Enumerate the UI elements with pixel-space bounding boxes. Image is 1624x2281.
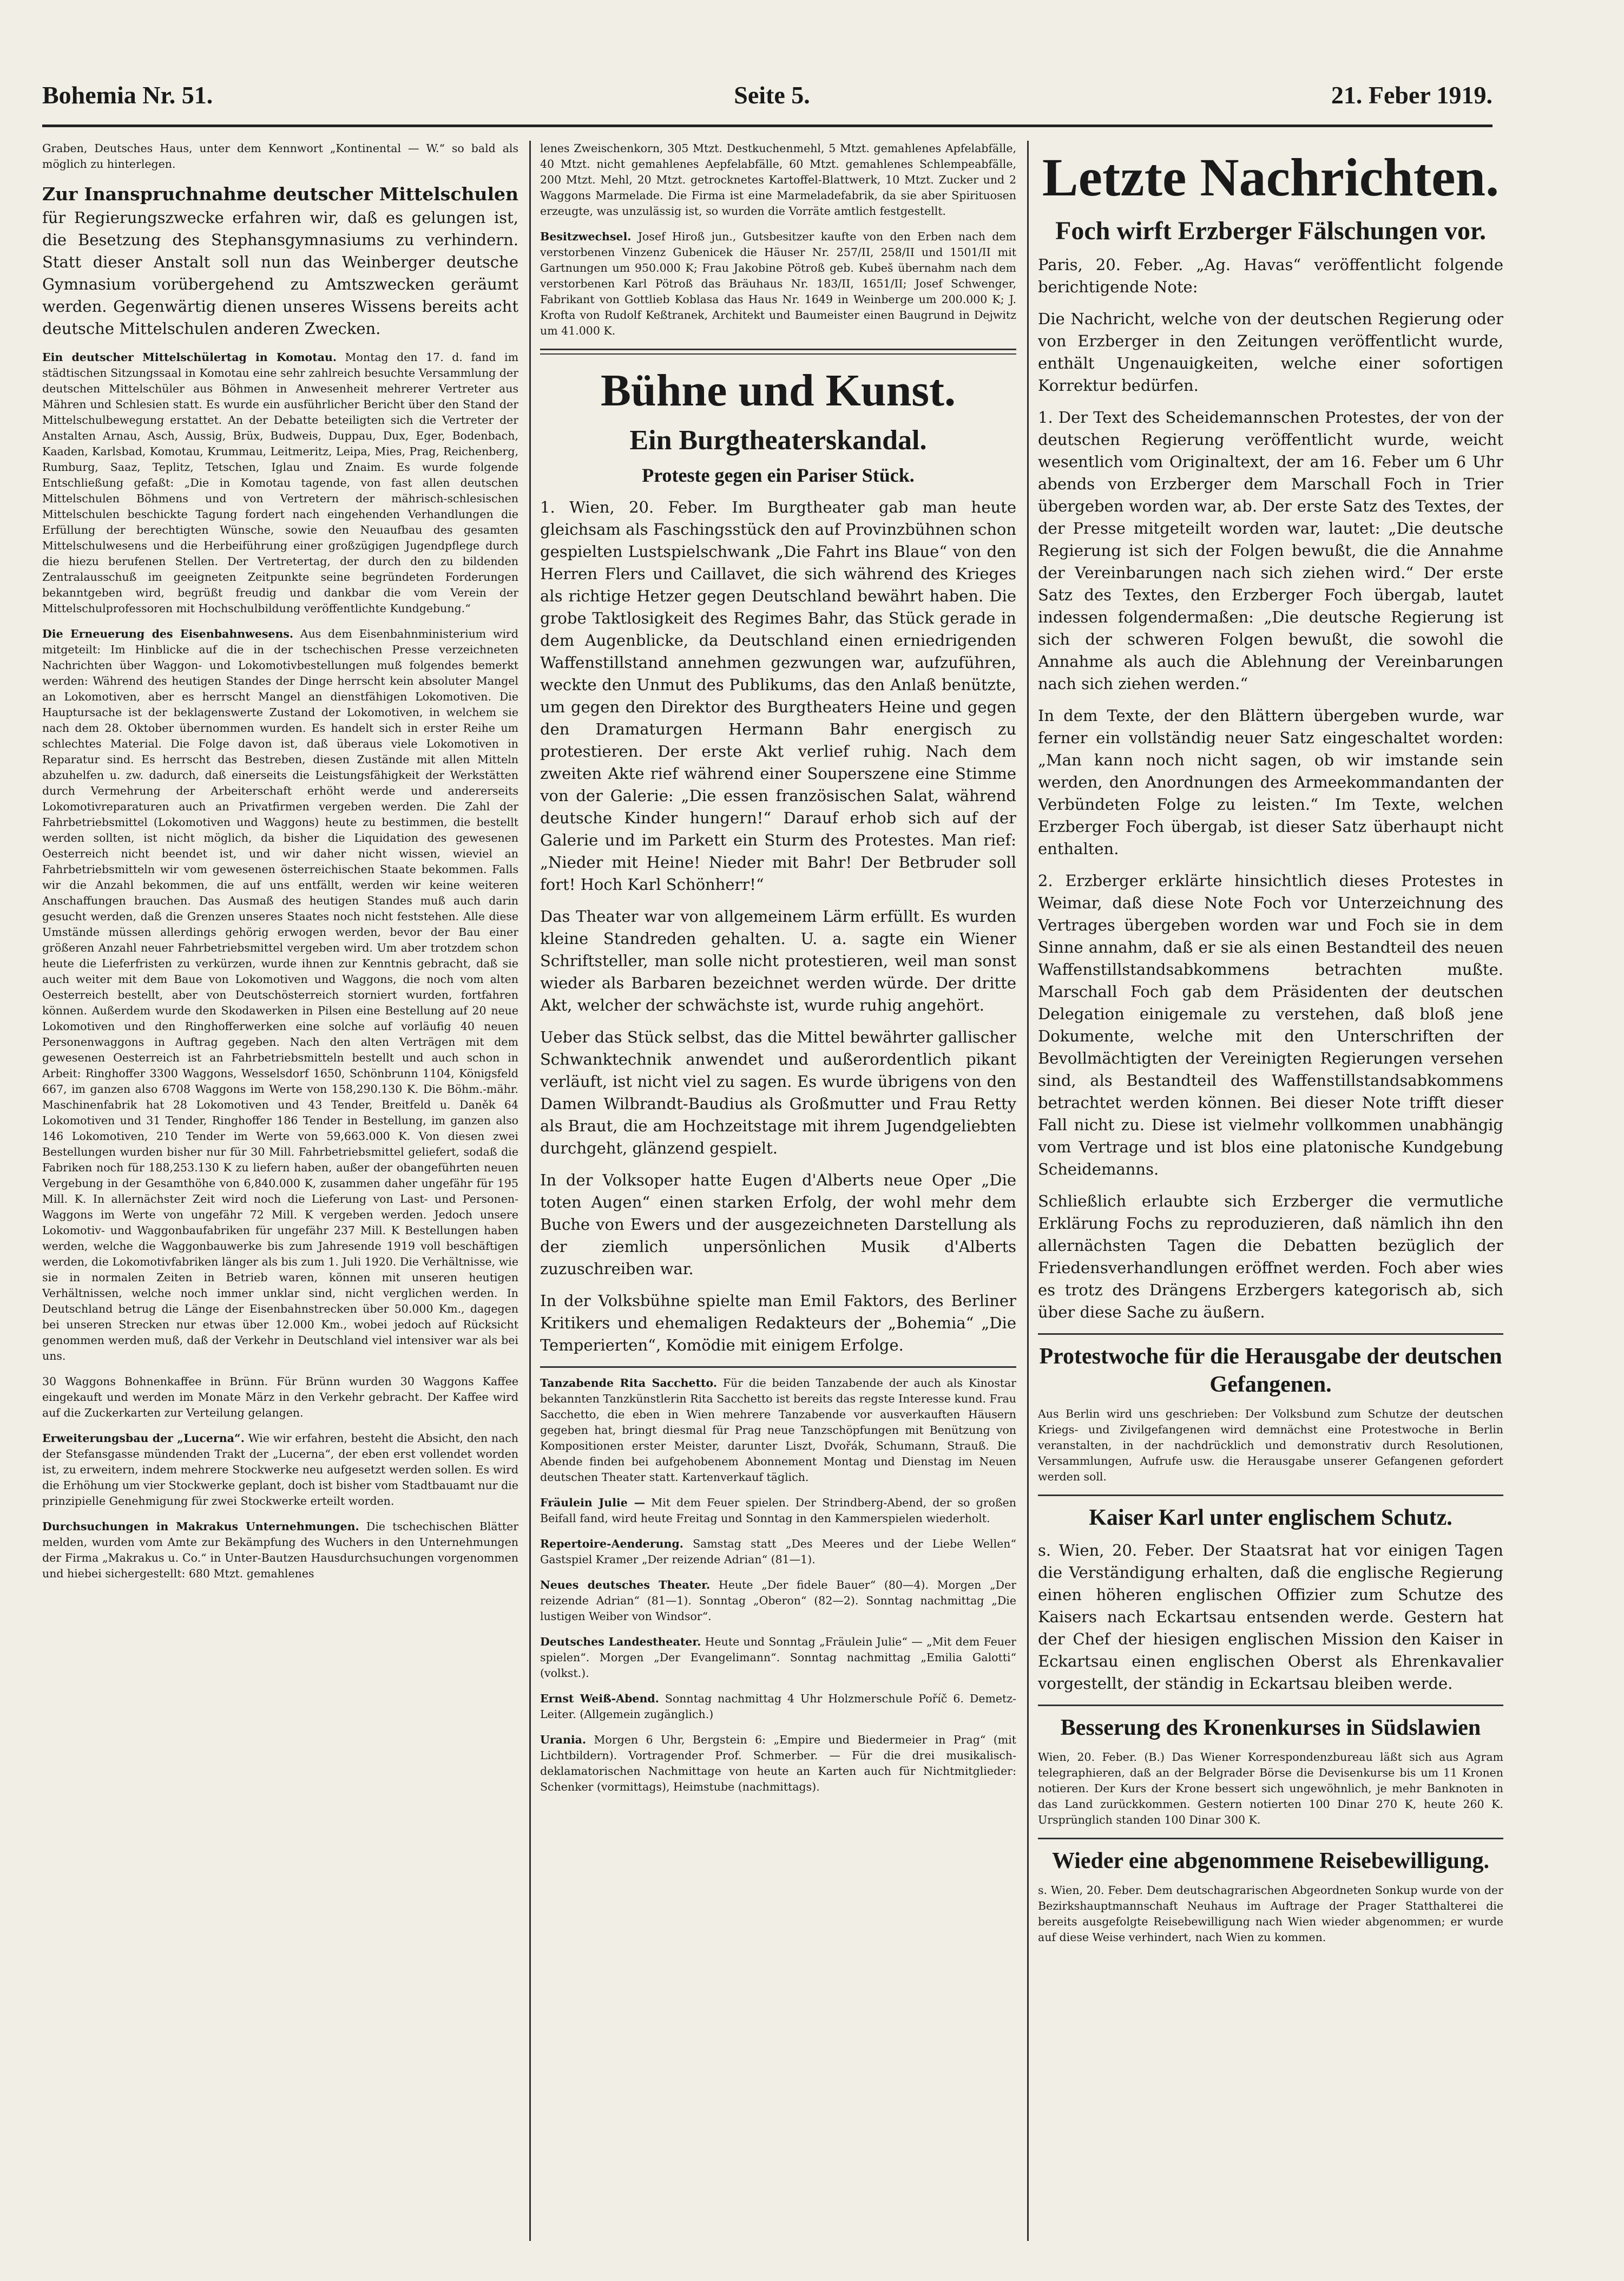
article-besitzwechsel — [540, 229, 1016, 339]
article-text: Montag den 17. d. fand im städtischen Sitzungssaal in Komotau eine sehr zahlreich besuchte Versammlung der deutschen Mittelschüler aus Böhmen in Anwesenheit mehrerer Vertreter aus Mähren und Schlesien statt. Es wurde ein ausführlicher Bericht über den Stand der Mittelschulbewegung erstattet. An der Debatte beteiligten sich die Vertreter der Anstalten Arnau, Asch, Aussig, Brüx, Budweis, Duppau, Dux, Eger, Bodenbach, Kaaden, Karlsbad, Komotau, Krummau, Leitmeritz, Leipa, Mies, Prag, Reichenberg, Rumburg, Saaz, Teplitz, Tetschen, Iglau und Znaim. Es wurde folgende Entschließung gefaßt: „Die in Komotau tagende, von fast allen deutschen Mittelschulen Böhmens und von Vertretern der mährisch-schlesischen Mittelschulen beschickte Tagung fordert nach eingehenden Verhandlungen die Erfüllung der berechtigten Wünsche, sowie den Neuaufbau des gesamten Mittelschulwesens und die Herbeiführung einer großzügigen Jugendpflege durch die hiezu berufenen Stellen. Der Vertretertag, der durch den zu bildenden Zentralausschuß im geeigneten Zeitpunkte seine begründeten Forderungen bekanntgeben wird, begrüßt freudig und dankbar die vom Verein der Mittelschulprofessoren mit Hochschulbildung veröffentlichte Kundgebung.“ — [42, 351, 518, 615]
notice-text: Heute „Der fidele Bauer“ (80—4). Morgen „Der reizende Adrian“ (81—1). Sonntag „Oberon“ (82—2). Sonntag nachmittag „Die lustigen Weiber von Windsor“. — [540, 1578, 1016, 1623]
notice-text: Sonntag nachmittag 4 Uhr Holzmerschule Poříč 6. Demetz-Leiter. (Allgemein zugänglich.) — [540, 1692, 1016, 1721]
notice-text: Mit dem Feuer spielen. Der Strindberg-Abend, der so großen Beifall fand, wird heute Freitag und Sonntag in den Kammerspielen wiederholt. — [540, 1496, 1016, 1525]
article-text: Wie wir erfahren, besteht die Absicht, den nach der Stefansgasse mündenden Trakt der „Lucerna“, der eben erst vollendet worden ist, zu erweitern, indem mehrere Stockwerke neu aufgesetzt werden sollen. Es wird die Erhöhung um vier Stockwerke geplant, doch ist bisher vom Stadtbauamt nur die prinzipielle Genehmigung für zwei Stockwerke erteilt worden. — [42, 1432, 518, 1507]
section-divider — [540, 349, 1016, 355]
notice-urania — [540, 1732, 1016, 1795]
article-paragraph: 1. Der Text des Scheidemannschen Protestes, der von der deutschen Regierung veröffentlicht wurde, weicht wesentlich vom Originaltext, der am 16. Feber um 6 Uhr abends von Erzberger dem Marschall Foch in Trier übergeben worden war, ab. Der erste Satz des Textes, der der Presse mitgeteilt worden war, lautet: „Die deutsche Regierung ist sich der Folgen bewußt, die die Annahme der Vereinbarungen nach sich ziehen wird.“ Der erste Satz des Textes, den Erzberger Foch übergab, lautet indessen folgendermaßen: „Die deutsche Regierung ist sich der schweren Folgen bewußt, die sowohl die Annahme als auch die Ablehnung der Vereinbarungen nach sich ziehen werden.“ — [1038, 408, 1503, 693]
article-paragraph: Die Nachricht, welche von der deutschen Regierung oder von Erzberger in den Zeitungen veröffentlicht wurde, enthält Ungenauigkeiten, welche einer sofortigen Korrektur bedürfen. — [1038, 310, 1503, 395]
article-paragraph: 2. Erzberger erklärte hinsichtlich dieses Protestes in Weimar, daß diese Note Foch vor Unterzeichnung des Vertrages übergeben worden war und Foch sie in dem Sinne annahm, daß er sie als einen Bestandteil des neuen Waffenstillstandsabkommens betrachten mußte. Marschall Foch gab dem Präsidenten der deutschen Delegation einigemale zu verstehen, daß bloß jene Dokumente, welche mit den Unterschriften der Bevollmächtigten der Vereinigten Regierungen versehen sind, als Bestandteil des Waffenstillstandsabkommens betrachtet werden können. Bei dieser Note trifft dieser Fall nicht zu. Diese ist vielmehr vollkommen unabhängig vom Vertrage und ist blos eine platonische Kundgebung Scheidemanns. — [1038, 871, 1503, 1178]
article-lead: Besitzwechsel. — [540, 230, 632, 243]
notice-neues-theater — [540, 1577, 1016, 1624]
article-eisenbahn — [42, 626, 518, 1364]
notice-lead: Deutsches Landestheater. — [540, 1635, 701, 1648]
article-text: Aus dem Eisenbahnministerium wird mitgeteilt: Im Hinblicke auf die in der tschechischen Presse verzeichneten Nachrichten über Waggon- und Lokomotivbestellungen muß folgendes bemerkt werden: Während des heutigen Standes der Dinge herrscht kein absoluter Mangel an Lokomotiven, aber es herrscht Mangel an dienstfähigen Lokomotiven. Die Hauptursache ist der beklagenswerte Zustand der Lokomotiven, in welchem sie nach dem 28. Oktober übernommen wurden. Es handelt sich in erster Reihe um schlechtes Material. Die Folge davon ist, daß überaus viele Lokomotiven in Reparatur sind. Es herrscht das Bestreben, diesen Zustände mit allen Mitteln abzuhelfen u. zw. dadurch, daß einerseits die Leistungsfähigkeit der Werkstätten durch Vermehrung der Arbeiterschaft erhöht werde und andererseits Lokomotivreparaturen auch an Privatfirmen vergeben werden. Die Zahl der Fahrbetriebsmittel (Lokomotiven und Waggons) heute zu bestimmen, die bestellt werden sollten, ist nicht möglich, da bisher die Liquidation des gewesenen Oesterreich nicht beendet ist, und wir daher nicht wissen, wieviel an Fahrbetriebsmitteln wir vom gewesenen österreichischen Staate bekommen. Falls wir die Anzahl bekommen, die auf uns entfällt, werden wir keine weiteren Anschaffungen brauchen. Das Ausmaß des heutigen Standes muß auch darin gesucht werden, daß die Grenzen unseres Staates noch nicht feststehen. Alle diese Umstände müssen allerdings gehörig erwogen werden, bevor der Bau einer größeren Anzahl neuer Fahrbetriebsmittel vergeben wird. Um aber trotzdem schon heute die Lieferfristen zu verkürzen, wurde ihnen zur Kenntnis gebracht, daß sie auch weiter mit dem Baue von Lokomotiven und Waggons, die noch vom alten Oesterreich bestellt, aber von Deutschösterreich storniert wurden, fortfahren können. Außerdem wurde den Skodawerken in Pilsen eine Bestellung auf 20 neue Lokomotiven und den Ringhofferwerken eine solche auf vorläufig 40 neuen Personenwaggons in Auftrag gegeben. Nach den alten Verträgen mit dem gewesenen Oesterreich ist an Fahrbetriebsmitteln bestellt und auch schon in Arbeit: Ringhoffer 3300 Waggons, Wesselsdorf 1650, Schönbrunn 1104, Königsfeld 667, im ganzen also 6708 Waggons im Werte von 158,290.130 K. Die Böhm.-mähr. Maschinenfabrik hat 28 Lokomotiven und 43 Tender, Breitfeld u. Daněk 64 Lokomotiven und 31 Tender, Ringhoffer 186 Tender in Bestellung, im ganzen also 146 Lokomotiven, 210 Tender im Werte von 59,663.000 K. Von diesen zwei Bestellungen wurden bisher nur für 30 Mill. Fahrbetriebsmittel geliefert, sodaß die Fabriken noch für 188,253.130 K zu liefern haben, außer der obangeführten neuen Vergebung in der Gesamthöhe von 6,840.000 K, zusammen daher ungefähr für 195 Mill. K. In allernächster Zeit wird noch die Lieferung von Last- und Personen-Waggons im Werte von ungefähr 72 Mill. K vergeben werden. Jedoch unsere Lokomotiv- und Waggonbaufabriken für ungefähr 237 Mill. K Bestellungen haben werden, welche die Waggonbauwerke bis zum Jahresende 1919 voll beschäftigen werden, die Lokomotivfabriken länger als bis zum 1. Juli 1920. Die Verhältnisse, wie sie in normalen Zeiten in Betrieb waren, können mit unseren heutigen Verhältnissen, welche noch immer unklar sind, nicht verglichen werden. In Deutschland betrug die Länge der Eisenbahnstrecken über 50.000 Km., dagegen bei unseren Strecken nur etwas über 12.000 Km., wobei jedoch auf Rücksicht genommen werden muß, daß der Verkehr in Deutschland viel intensiver war als bei uns. — [42, 627, 518, 1362]
article-makrakus — [42, 1519, 518, 1582]
notice-repertoire — [540, 1536, 1016, 1568]
article-kaffee: 30 Waggons Bohnenkaffee in Brünn. Für Brünn wurden 30 Waggons Kaffee eingekauft und werden im Monate März in den Verkehr gebracht. Der Kaffee wird auf die Zuckerkarten zur Verteilung gelangen. — [42, 1375, 518, 1419]
notice-lead: Tanzabende Rita Sacchetto. — [540, 1377, 717, 1389]
article-lucerna — [42, 1431, 518, 1509]
notice-text: Morgen 6 Uhr, Bergstein 6: „Empire und Biedermeier in Prag“ (mit Lichtbildern). Vortragender Prof. Schmerber. — Für die drei musikalisch-deklamatorischen Nachmittage von heute an Karten auch für Nichtmitglieder: Schenker (vormittags), Heimstube (nachmittags). — [540, 1733, 1016, 1793]
article-text: Aus Berlin wird uns geschrieben: Der Volksbund zum Schutze der deutschen Kriegs- und Zivilgefangenen wird demnächst eine Protestwoche in Berlin veranstalten, in der nachdrücklich und demonstrativ durch Resolutionen, Versammlungen, Aufrufe usw. die Herausgabe unserer Gefangenen gefordert werden soll. — [1038, 1407, 1503, 1483]
intro-text: Graben, Deutsches Haus, unter dem Kennwort „Kontinental — W.“ so bald als möglich zu hinterlegen. — [42, 142, 518, 171]
notice-lead: Neues deutsches Theater. — [540, 1578, 711, 1591]
notice-tanzabende — [540, 1375, 1016, 1485]
page-header — [42, 65, 1492, 127]
article-lead: Zur Inanspruchnahme deutscher Mittelschulen — [42, 183, 518, 205]
notice-julie — [540, 1495, 1016, 1526]
article-paragraph: In der Volksbühne spielte man Emil Faktors, des Berliner Kritikers und ehemaligen Redakteurs der „Bohemia“ „Die Temperierten“, Komödie mit einigem Erfolge. — [540, 1292, 1016, 1354]
column-rule — [1027, 141, 1029, 2241]
article-paragraph: Das Theater war von allgemeinem Lärm erfüllt. Es wurden kleine Standreden gehalten. U. a. sagte ein Wiener Schriftsteller, man solle nicht protestieren, weil man sonst wieder als Barbaren bezeichnet werden würde. Der dritte Akt, welcher der schwächste ist, wurde ruhig angehört. — [540, 907, 1016, 1014]
header-paper-number: Bohemia Nr. 51. — [42, 81, 213, 109]
article-paragraph: Ueber das Stück selbst, das die Mittel bewährter gallischer Schwanktechnik anwendet und außerordentlich pikant verläuft, ist nicht viel zu sagen. Es wurde übrigens von den Damen Wilbrandt-Baudius als Großmutter und Frau Retty als Braut, die am Hochzeitstage mit ihrem Jugendgeliebten durchgeht, glänzend gespielt. — [540, 1028, 1016, 1157]
article-title: Ein Burgtheaterskandal. — [629, 425, 927, 456]
notice-weiss-abend — [540, 1691, 1016, 1722]
column-rule — [529, 141, 531, 2241]
article-paragraph: 1. Wien, 20. Feber. Im Burgtheater gab man heute gleichsam als Faschingsstück den auf Provinzbühnen schon gespielten Lustspielschwank „Die Fahrt ins Blaue“ von den Herren Flers und Caillavet, die sich während des Krieges als richtige Hetzer gegen Deutschland bewährt haben. Die grobe Taktlosigkeit des Regimes Bahr, das Stück gerade in dem Augenblicke, da Deutschland einen erniedrigenden Waffenstillstand annehmen gezwungen war, aufzuführen, weckte den Unmut des Publikums, das den Anlaß benützte, um gegen den Direktor des Burgtheaters Heine und gegen den Dramaturgen Hermann Bahr energisch zu protestieren. Der erste Akt verlief ruhig. Nach dem zweiten Akte rief während einer Souperszene eine Stimme von der Galerie: „Die essen französischen Salat, während deutsche Kinder hungern!“ Darauf erhob sich auf der Galerie und im Parkett ein Sturm des Protestes. Man rief: „Nieder mit Heine! Nieder mit Bahr! Der Betbruder soll fort! Hoch Karl Schönherr!“ — [540, 498, 1016, 894]
column-middle — [540, 141, 1016, 2252]
notice-text: Heute und Sonntag „Fräulein Julie“ — „Mit dem Feuer spielen“. Morgen „Der Evangelimann“. Sonntag nachmittag „Emilia Galotti“ (volkst.). — [540, 1635, 1016, 1680]
notice-lead: Fräulein Julie — — [540, 1496, 646, 1509]
article-paragraph: Paris, 20. Feber. „Ag. Havas“ veröffentlicht folgende berichtigende Note: — [1038, 255, 1503, 296]
column-left — [42, 141, 518, 2252]
notice-text: Für die beiden Tanzabende der auch als Kinostar bekannten Tanzkünstlerin Rita Sacchetto ist bereits das regste Interesse kund. Frau Sacchetto, die eben in Wien mehrere Tanzabende vor ausverkauften Häusern gegeben hat, bringt diesmal für Prag neue Tanzschöpfungen mit Benützung von Kompositionen erster Meister, darunter Liszt, Dvořák, Schumann, Strauß. Die Abende finden bei aufgehobenem Abonnement Montag und Dienstag im Neuen deutschen Theater statt. Kartenverkauf täglich. — [540, 1377, 1016, 1484]
section-title-letzte-nachrichten: Letzte Nachrichten. — [1042, 147, 1500, 207]
section-divider — [1038, 1495, 1503, 1496]
notice-text: Samstag statt „Des Meeres und der Liebe Wellen“ Gastspiel Kramer „Der reizende Adrian“ (81—1). — [540, 1537, 1016, 1566]
article-text: Josef Hiroß jun., Gutsbesitzer kaufte von den Erben nach dem verstorbenen Vinzenz Gubenicek die Häuser Nr. 257/II, 258/II und 1501/II mit Gartnungen um 950.000 K; Frau Jakobine Pötroß geb. Kubeš übernahm nach dem verstorbenen Karl Pötroß das Bräuhaus Nr. 183/II, 1651/II; Josef Schwenger, Fabrikant von Gottlieb Koblasa das Haus Nr. 1649 in Weinberge um 200.000 K; J. Krofta von Rudolf Keßtranek, Architekt und Baumeister einen Baugrund in Dejwitz um 41.000 K. — [540, 230, 1016, 337]
article-title: Wieder eine abgenommene Reisebewilligung. — [1051, 1849, 1490, 1873]
section-title-buehne: Bühne und Kunst. — [600, 365, 956, 416]
article-title: Foch wirft Erzberger Fälschungen vor. — [1055, 217, 1486, 245]
article-paragraph: In der Volksoper hatte Eugen d'Alberts neue Oper „Die toten Augen“ einen starken Erfolg, der wohl mehr dem Buche von Ewers und der ausgezeichneten Darstellung als der ziemlich unpersönlichen Musik d'Alberts zuzuschreiben war. — [540, 1171, 1016, 1278]
article-text: Die tschechischen Blätter melden, wurden vom Amte zur Bekämpfung des Wuchers in den Unternehmungen der Firma „Makrakus u. Co.“ in Unter-Bautzen Hausdurchsuchungen vorgenommen und hiebei sichergestellt: 680 Mtzt. gemahlenes — [42, 1520, 518, 1580]
article-title: Kaiser Karl unter englischem Schutz. — [1089, 1505, 1452, 1530]
header-date: 21. Feber 1919. — [1331, 81, 1492, 109]
section-divider — [1038, 1705, 1503, 1706]
column-right — [1038, 141, 1503, 2252]
notice-landestheater — [540, 1634, 1016, 1681]
article-lead: Erweiterungsbau der „Lucerna“. — [42, 1432, 245, 1445]
article-title: Protestwoche für die Herausgabe der deutschen Gefangenen. — [1039, 1344, 1502, 1397]
article-subtitle: Proteste gegen ein Pariser Stück. — [642, 464, 915, 486]
article-lead: Durchsuchungen in Makrakus Unternehmungen. — [42, 1520, 359, 1533]
article-text: s. Wien, 20. Feber. Dem deutschagrarischen Abgeordneten Sonkup wurde von der Bezirkshauptmannschaft Neuhaus im Auftrage der Prager Statthalterei die bereits ausgefolgte Reisebewilligung nach Wien wieder abgenommen; er wurde auf diese Weise verhindert, nach Wien zu kommen. — [1038, 1884, 1503, 1944]
notice-lead: Urania. — [540, 1733, 587, 1746]
newspaper-page — [42, 65, 1503, 2263]
article-continuation: lenes Zweischenkorn, 305 Mtzt. Destkuchenmehl, 5 Mtzt. gemahlenes Apfelabfälle, 40 Mtzt. nicht gemahlenes Aepfelabfälle, 60 Mtzt. gemahlenes Schlempeabfälle, 200 Mtzt. Mehl, 20 Mtzt. getrocknetes Kartoffel-Blattwerk, 10 Mtzt. Zucker und 2 Waggons Marmelade. Die Firma ist eine Marmeladefabrik, da sie aber Spirituosen erzeugte, was unzulässig ist, so wurden die Vorräte amtlich festgestellt. — [540, 142, 1016, 218]
section-divider — [1038, 1333, 1503, 1335]
article-paragraph: Schließlich erlaubte sich Erzberger die vermutliche Erklärung Fochs zu reproduzieren, daß nämlich ihn den allernächsten Tagen die Debatten bezüglich der Friedensverhandlungen eröffnet werden. Foch aber wies es trotz des Drängens Erzbergers kategorisch ab, sich über diese Sache zu äußern. — [1038, 1192, 1503, 1321]
article-text: für Regierungszwecke erfahren wir, daß es gelungen ist, die Besetzung des Stephansgymnasiums zu verhindern. Statt dieser Anstalt soll nun das Weinberger deutsche Gymnasium vorübergehend zu Amtszwecken geräumt werden. Gegenwärtig dienen unseres Wissens bereits acht deutsche Mittelschulen anderen Zwecken. — [42, 208, 518, 338]
article-text: s. Wien, 20. Feber. Der Staatsrat hat vor einigen Tagen die Verständigung erhalten, daß die englische Regierung einen höheren englischen Offizier zum Schutze des Kaisers nach Eckartsau entsenden werde. Gestern hat der Chef der hiesigen englischen Mission den Kaiser in Eckartsau einen englischen Oberst als Ehrenkavalier vorgestellt, der ständig in Eckartsau bleiben werde. — [1038, 1541, 1503, 1693]
notice-lead: Repertoire-Aenderung. — [540, 1537, 683, 1550]
article-komotau — [42, 350, 518, 617]
article-lead: Ein deutscher Mittelschülertag in Komotau. — [42, 351, 337, 364]
header-page-number: Seite 5. — [734, 81, 810, 109]
article-title: Besserung des Kronenkurses in Südslawien — [1060, 1715, 1481, 1740]
article-lead: Die Erneuerung des Eisenbahnwesens. — [42, 627, 294, 640]
article-paragraph: In dem Texte, der den Blättern übergeben wurde, war ferner ein vollständig neuer Satz eingeschaltet worden: „Man kann noch nicht sagen, ob wir imstande sein werden, den Anordnungen des Armeekommandanten der Verbündeten Folge zu leisten.“ Im Texte, welchen Erzberger Foch übergab, ist dieser Satz überhaupt nicht enthalten. — [1038, 706, 1503, 858]
article-mittelschulen — [42, 182, 518, 340]
article-text: Wien, 20. Feber. (B.) Das Wiener Korrespondenzbureau läßt sich aus Agram telegraphieren, daß an der Belgrader Börse die Devisenkurse bis um 11 Kronen notieren. Der Kurs der Krone bessert sich ungewöhnlich, je mehr Banknoten in das Land zurückkommen. Gestern notierten 100 Dinar 270 K, heute 260 K. Ursprünglich standen 100 Dinar 300 K. — [1038, 1751, 1503, 1826]
section-divider — [540, 1366, 1016, 1368]
section-divider — [1038, 1838, 1503, 1839]
notice-lead: Ernst Weiß-Abend. — [540, 1692, 659, 1705]
